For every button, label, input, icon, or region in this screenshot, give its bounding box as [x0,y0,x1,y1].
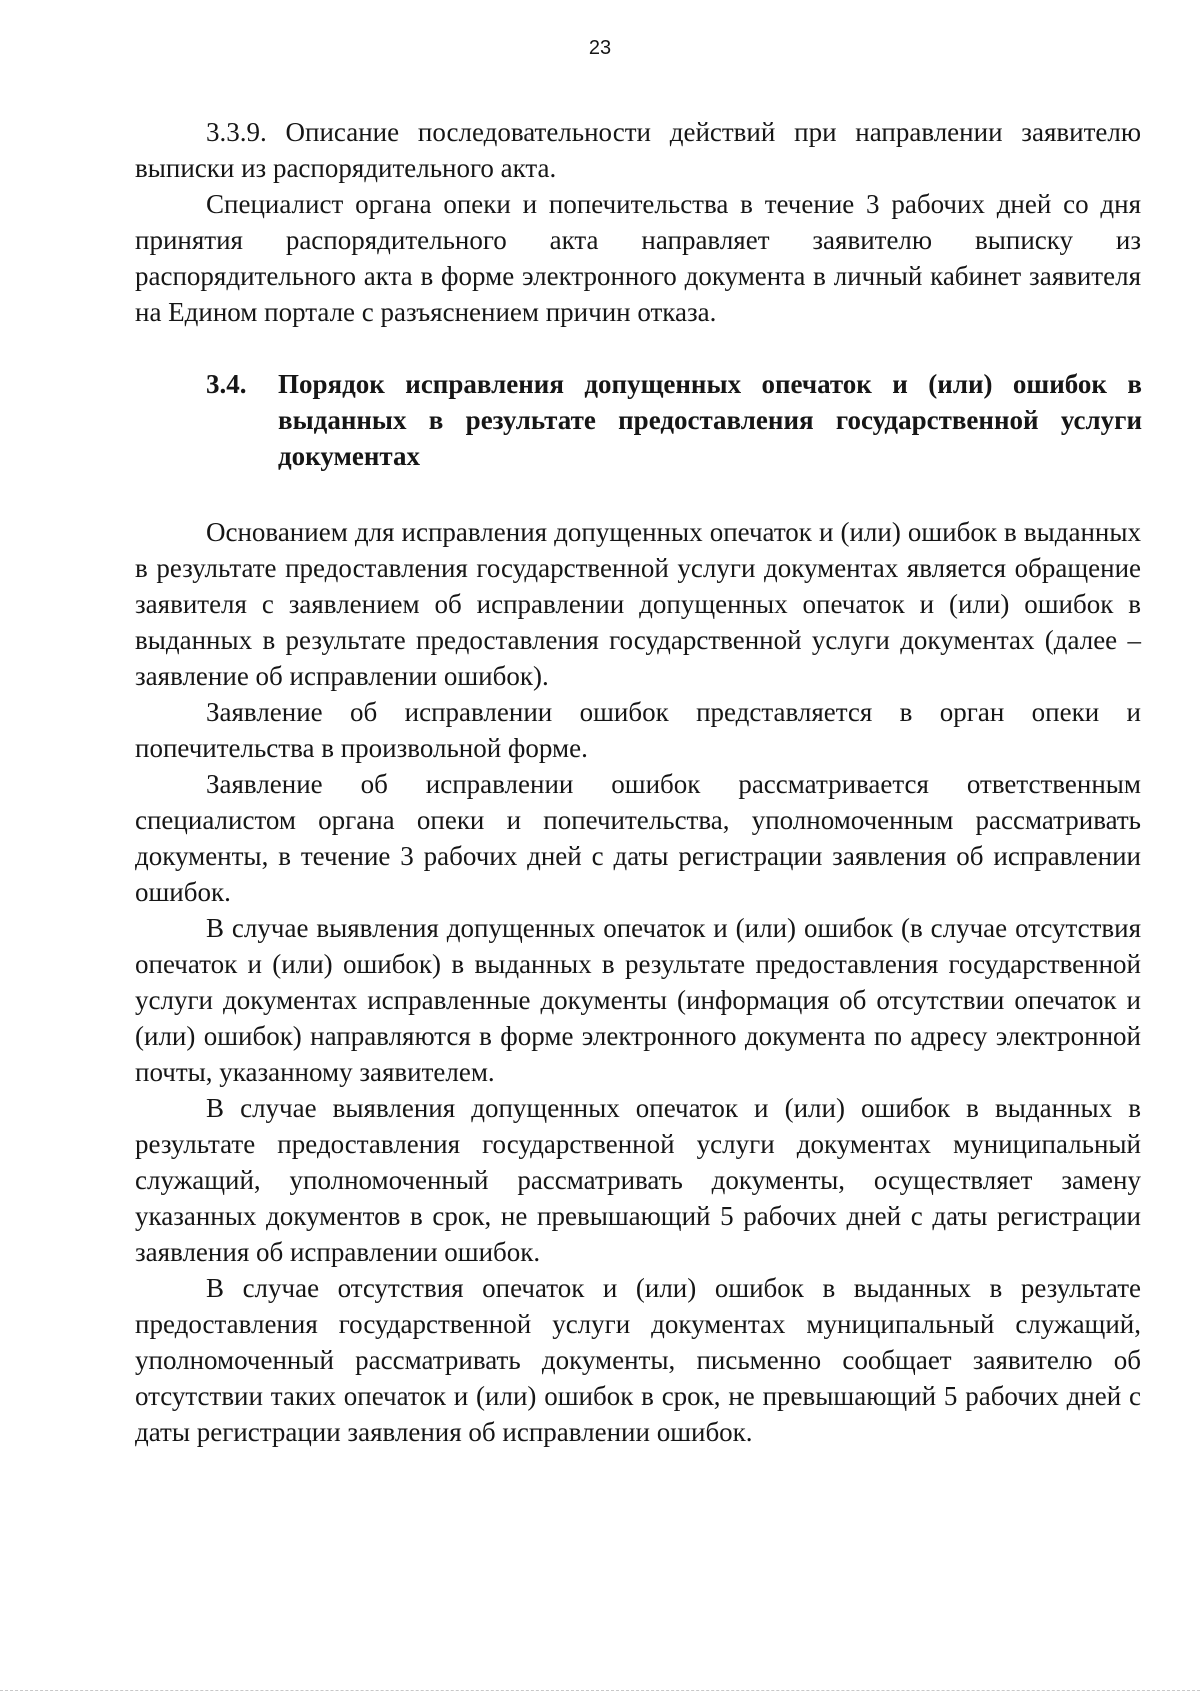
section-3-4-body [135,514,1141,1450]
section-title: Порядок исправления допущенных опечаток и (или) ошибок в выданных в результате предоставления государственной услуги документах [278,369,1142,471]
paragraph: Основанием для исправления допущенных опечаток и (или) ошибок в выданных в результате предоставления государственной услуги документах является обращение заявителя с заявлением об исправлении допущенных опечаток и (или) ошибок в выданных в результате предоставления государственной услуги документах (далее – заявление об исправлении ошибок). [135,517,1141,691]
paragraph: В случае выявления допущенных опечаток и (или) ошибок (в случае отсутствия опечаток и (или) ошибок) в выданных в результате предоставления государственной услуги документах исправленные документы (информация об отсутствии опечаток и (или) ошибок) направляются в форме электронного документа по адресу электронной почты, указанному заявителем. [135,913,1141,1087]
paragraph: 3.3.9. Описание последовательности действий при направлении заявителю выписки из распорядительного акта. [135,117,1141,183]
paragraph: В случае отсутствия опечаток и (или) ошибок в выданных в результате предоставления государственной услуги документах муниципальный служащий, уполномоченный рассматривать документы, письменно сообщает заявителю об отсутствии таких опечаток и (или) ошибок в срок, не превышающий 5 рабочих дней с даты регистрации заявления об исправлении ошибок. [135,1273,1141,1447]
paragraph: Заявление об исправлении ошибок представляется в орган опеки и попечительства в произвольной форме. [135,697,1141,763]
page-number: 23 [588,37,612,59]
paragraph: Специалист органа опеки и попечительства в течение 3 рабочих дней со дня принятия распорядительного акта направляет заявителю выписку из распорядительного акта в форме электронного документа в личный кабинет заявителя на Едином портале с разъяснением причин отказа. [135,189,1141,327]
scan-edge-line [0,1690,1200,1692]
section-heading-3-4 [206,366,1142,474]
paragraph: Заявление об исправлении ошибок рассматривается ответственным специалистом органа опеки и попечительства, уполномоченным рассматривать документы, в течение 3 рабочих дней с даты регистрации заявления об исправлении ошибок. [135,769,1141,907]
paragraph: В случае выявления допущенных опечаток и (или) ошибок в выданных в результате предоставления государственной услуги документах муниципальный служащий, уполномоченный рассматривать документы, осуществляет замену указанных документов в срок, не превышающий 5 рабочих дней с даты регистрации заявления об исправлении ошибок. [135,1093,1141,1267]
section-3-3-9 [135,114,1141,330]
section-number: 3.4. [206,369,247,399]
